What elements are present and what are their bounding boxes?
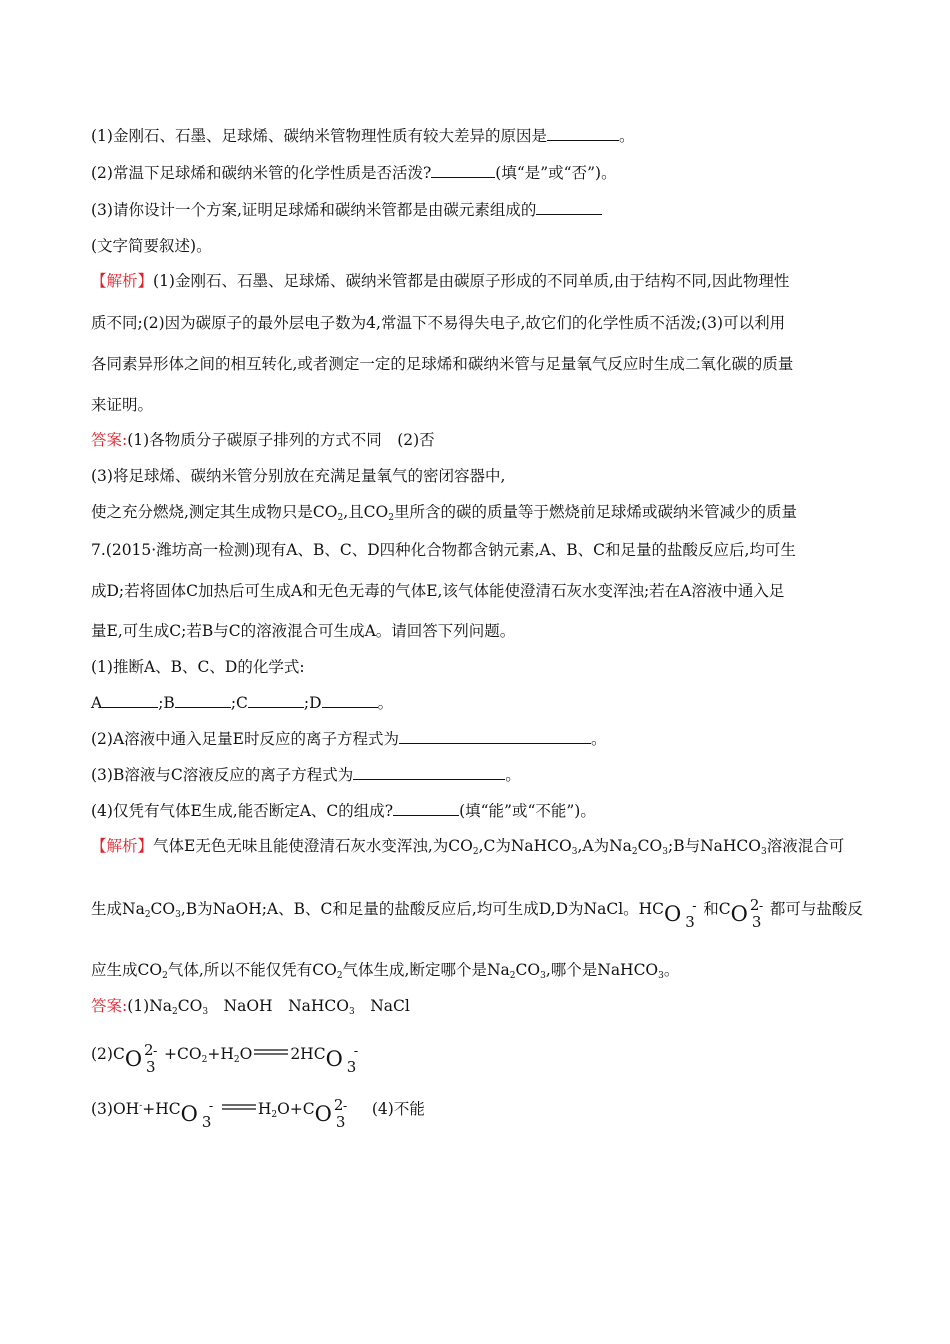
double-line-equals-sign [252,1047,290,1057]
q7-analysis-line1: 【解析】气体E无色无味且能使澄清石灰水变浑浊,为$CO_2,C$为NaHCO$_3$,A为$Na_2CO_3;B$与NaHCO$_3$溶液混合可 [91,837,845,857]
q6-analysis-line2: 质不同;(2)因为碳原子的最外层电子数为4,常温下不易得失电子,故它们的化学性质不活泼;(3)可以利用 [91,314,786,332]
q7-part1-blanks: A ;B ;C ;D 。 [91,694,394,712]
q7-stem-line1: 7.(2015·潍坊高一检测)现有A、B、C、D四种化合物都含钠元素,A、B、C和足量的盐酸反应后,均可生 [91,541,796,559]
answer-blank [536,200,602,215]
answer-blank [102,693,158,708]
q6-part3-note: (文字简要叙述)。 [91,237,212,255]
q7-analysis-line3: 应生成$CO_2$气体,所以不能仅凭有$CO_2$气体生成,断定哪个是$Na_2CO_3$,哪个是NaHCO$_3$。 [91,961,680,981]
q6-analysis-line3: 各同素异形体之间的相互转化,或者测定一定的足球烯和碳纳米管与足量氧气反应时生成二氧化碳的质量 [91,355,794,373]
answer-blank [431,163,495,178]
q6-part3: (3)请你设计一个方案,证明足球烯和碳纳米管都是由碳元素组成的 [91,200,602,220]
answer-blank [175,693,231,708]
q7-part4: (4)仅凭有气体E生成,能否断定A、C的组成? (填“能”或“不能”)。 [91,802,596,820]
answer-blank [399,729,591,744]
q7-answer-line3: (3)OH-+HCO 3 - $H_2O+CO$ 2 3 - (4)不能 [91,1096,425,1131]
q6-analysis-line1: 【解析】(1)金刚石、石墨、足球烯、碳纳米管都是由碳原子形成的不同单质,由于结构不同,因此物理性 [91,272,790,290]
q6-analysis-line4: 来证明。 [91,396,154,414]
answer-blank [547,126,619,141]
answer-blank [393,801,459,816]
q7-answer-line1: 答案$:(1)Na_2CO_3$ NaOH NaHCO$_3$ NaCl [91,997,410,1017]
analysis-label: 【解析】 [91,837,154,855]
double-line-equals-sign [220,1102,258,1112]
q6-answer-line1: 答案:(1)各物质分子碳原子排列的方式不同 (2)否 [91,431,435,449]
q6-answer-line3: 使之充分燃烧,测定其生成物只是$CO_2$,且$CO_2$里所含的碳的质量等于燃烧前足球烯或碳纳米管减少的质量 [91,503,797,523]
q6-part2: (2)常温下足球烯和碳纳米管的化学性质是否活泼? (填“是”或“否”)。 [91,164,617,182]
q7-stem-line3: 量E,可生成C;若B与C的溶液混合可生成A。请回答下列问题。 [91,622,516,640]
q7-answer-line2: (2)CO 2 3 - $+CO_2+H_2O$ 2HCO 3 - [91,1044,365,1066]
bicarbonate-ion-fragment: O 3 - [180,1099,214,1131]
answer-blank [248,693,304,708]
q7-part3: (3)B溶液与C溶液反应的离子方程式为 。 [91,766,521,784]
q7-analysis-line2: 生成$Na_2CO_3,B$为NaOH;A、B、C和足量的盐酸反应后,均可生成D,D为NaCl。HCO 3 - 和CO 2 3 - 都可与盐酸反 [91,896,863,931]
q6-answer-line2: (3)将足球烯、碳纳米管分别放在充满足量氧气的密闭容器中, [91,467,506,485]
q6-part1: (1)金刚石、石墨、足球烯、碳纳米管物理性质有较大差异的原因是 。 [91,127,635,145]
answer-blank [322,693,378,708]
carbonate-ion-fragment: O 2 3 - [124,1041,158,1076]
q7-part1: (1)推断A、B、C、D的化学式: [91,658,305,676]
carbonate-ion-fragment: O 2 3 - [314,1096,348,1131]
answer-label: 答案: [91,431,128,449]
q7-part2: (2)A溶液中通入足量E时反应的离子方程式为 。 [91,730,607,748]
q7-stem-line2: 成D;若将固体C加热后可生成A和无色无毒的气体E,该气体能使澄清石灰水变浑浊;若在A溶液中通入足 [91,582,785,600]
analysis-label: 【解析】 [91,272,154,290]
bicarbonate-ion-fragment: O 3 - [325,1044,359,1076]
answer-blank [353,765,505,780]
answer-label: 答案: [91,997,128,1015]
carbonate-ion-fragment: O 2 3 - [730,896,764,931]
bicarbonate-ion-fragment: O 3 - [664,899,697,931]
